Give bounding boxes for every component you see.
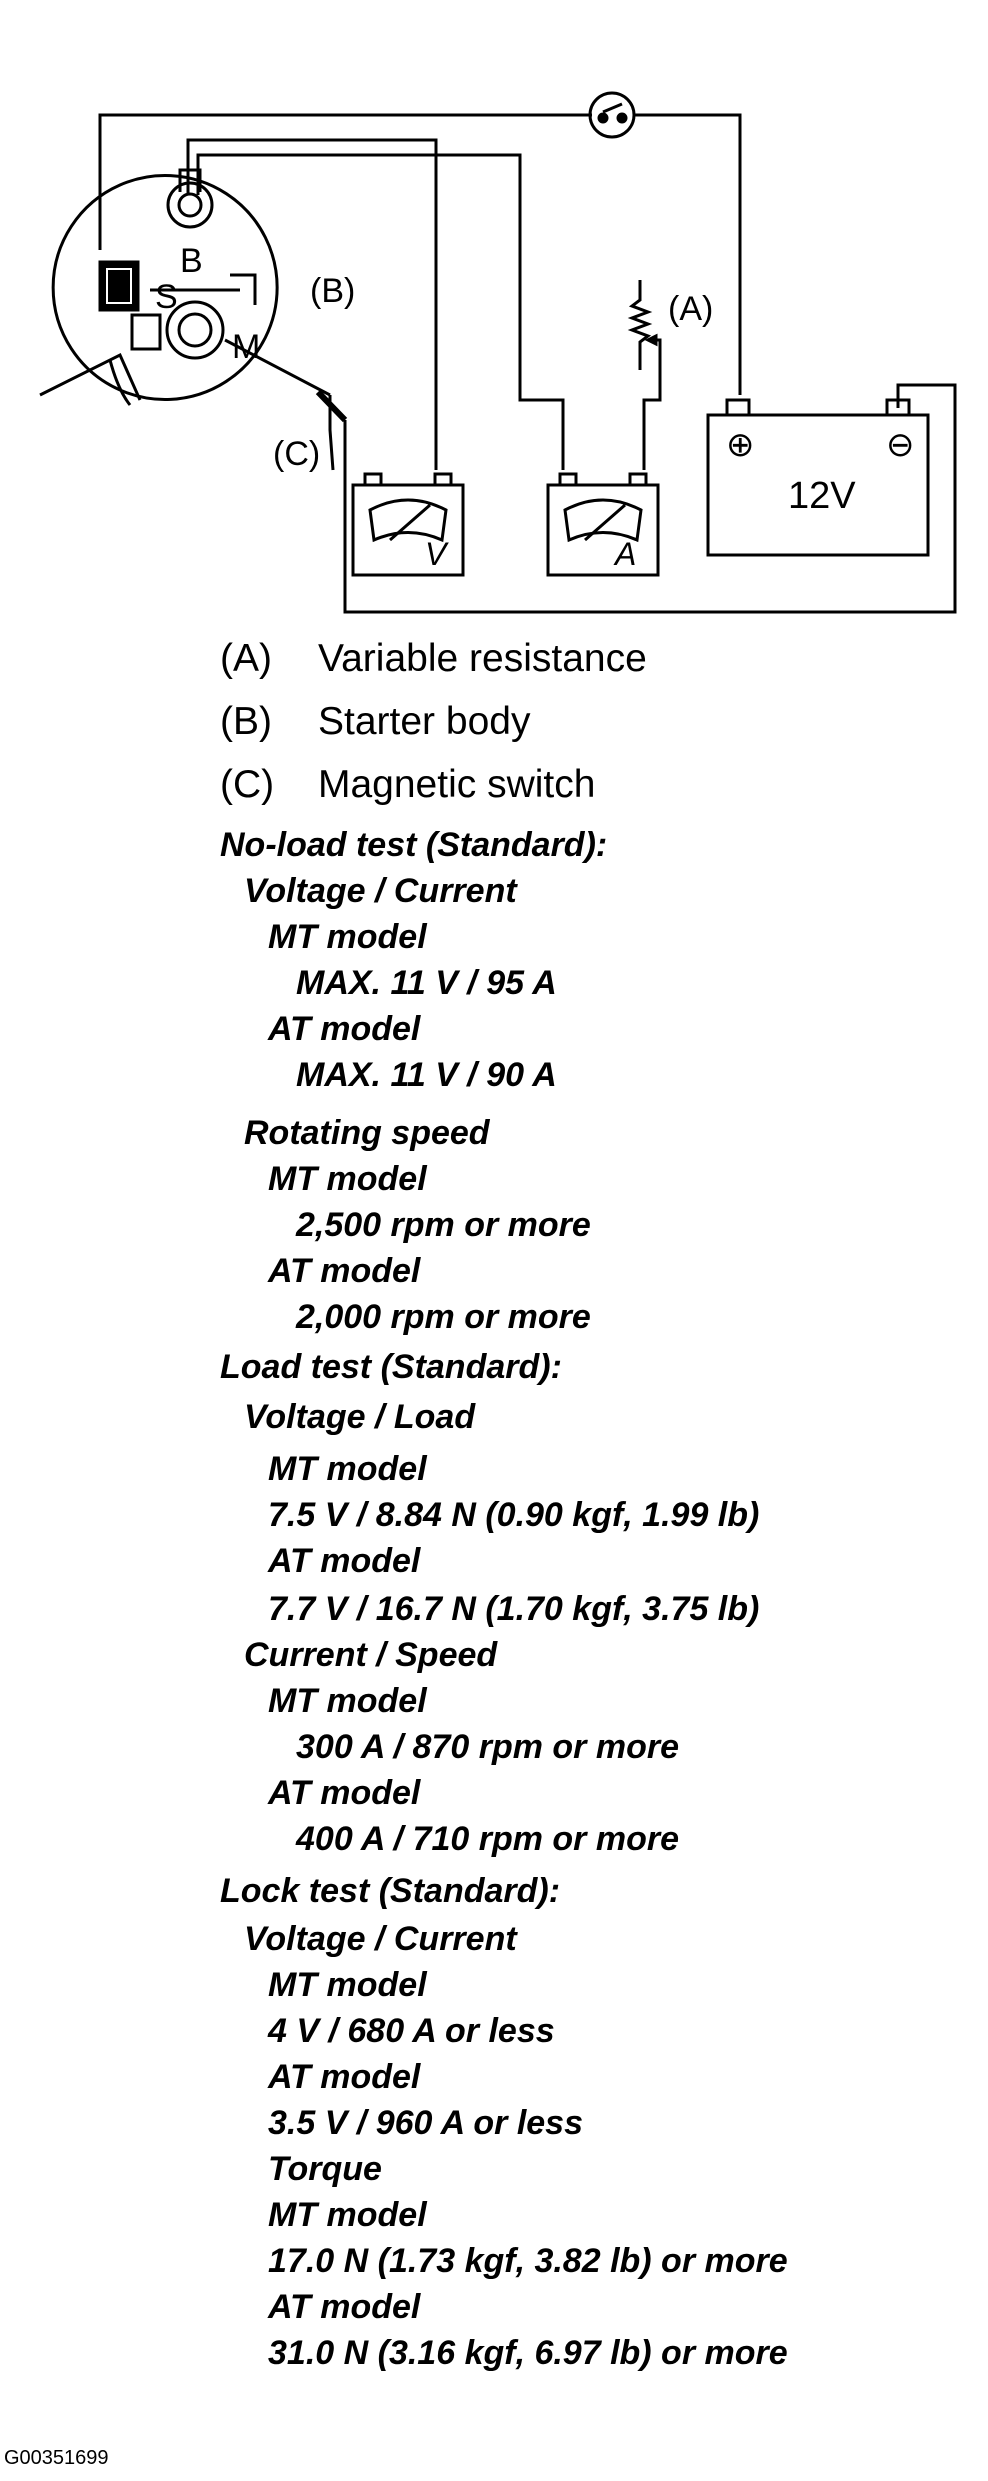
switch-icon <box>590 93 634 137</box>
load-at-value: 7.7 V / 16.7 N (1.70 kgf, 3.75 lb) <box>268 1590 760 1628</box>
label-starter-body: (B) <box>310 272 356 310</box>
load-cs-at-label: AT model <box>268 1774 421 1812</box>
legend-item-c <box>220 763 595 807</box>
label-m-terminal: M <box>232 328 261 366</box>
load-cs-label: Current / Speed <box>244 1636 498 1674</box>
lock-torque-mt-value: 17.0 N (1.73 kgf, 3.82 lb) or more <box>268 2242 788 2280</box>
load-cs-mt-label: MT model <box>268 1682 427 1720</box>
lock-at-label: AT model <box>268 2058 421 2096</box>
label-b-terminal: B <box>180 242 203 280</box>
lock-mt-value: 4 V / 680 A or less <box>268 2012 555 2050</box>
battery-positive-symbol: ⊕ <box>726 426 755 464</box>
noload-rs-at-label: AT model <box>268 1252 421 1290</box>
load-at-label: AT model <box>268 1542 421 1580</box>
load-mt-label: MT model <box>268 1450 427 1488</box>
noload-rs-at-value: 2,000 rpm or more <box>296 1298 591 1336</box>
battery-voltage-label: 12V <box>788 475 856 517</box>
noload-at-label: AT model <box>268 1010 421 1048</box>
lock-torque-mt-label: MT model <box>268 2196 427 2234</box>
load-mt-value: 7.5 V / 8.84 N (0.90 kgf, 1.99 lb) <box>268 1496 760 1534</box>
voltmeter-symbol: V <box>425 536 447 572</box>
noload-vc-label: Voltage / Current <box>244 872 517 910</box>
wire-to-battery-positive <box>634 115 740 395</box>
noload-rs-label: Rotating speed <box>244 1114 490 1152</box>
lock-mt-label: MT model <box>268 1966 427 2004</box>
load-cs-mt-value: 300 A / 870 rpm or more <box>296 1728 679 1766</box>
load-heading: Load test (Standard): <box>220 1348 562 1386</box>
legend-letter: (A) <box>220 637 272 680</box>
legend-item-b <box>220 700 530 744</box>
noload-at-value: MAX. 11 V / 90 A <box>296 1056 557 1094</box>
legend-text: Variable resistance <box>318 637 647 680</box>
starter-test-wiring-diagram <box>0 0 988 640</box>
load-cs-at-value: 400 A / 710 rpm or more <box>296 1820 679 1858</box>
legend-letter: (C) <box>220 763 275 806</box>
ammeter-symbol: A <box>615 536 637 572</box>
lock-vc-label: Voltage / Current <box>244 1920 517 1958</box>
legend-letter: (B) <box>220 700 272 743</box>
label-s-terminal: S <box>155 278 178 316</box>
noload-rs-mt-label: MT model <box>268 1160 427 1198</box>
load-vl-label: Voltage / Load <box>244 1398 476 1436</box>
legend-item-a <box>220 637 647 681</box>
noload-rs-mt-value: 2,500 rpm or more <box>296 1206 591 1244</box>
figure-code: G00351699 <box>4 2447 109 2469</box>
wire-b-to-ammeter <box>198 155 563 470</box>
noload-mt-value: MAX. 11 V / 95 A <box>296 964 557 1002</box>
noload-mt-label: MT model <box>268 918 427 956</box>
lock-at-value: 3.5 V / 960 A or less <box>268 2104 583 2142</box>
wire-top-left <box>100 115 592 250</box>
wire-ammeter-to-resistor <box>644 355 660 470</box>
variable-resistance-icon <box>632 280 648 370</box>
lock-torque-label: Torque <box>268 2150 382 2188</box>
lock-torque-at-label: AT model <box>268 2288 421 2326</box>
legend-text: Starter body <box>318 700 531 743</box>
label-magnetic-switch: (C) <box>273 435 321 473</box>
legend-text: Magnetic switch <box>318 763 596 806</box>
noload-heading: No-load test (Standard): <box>220 826 608 864</box>
label-variable-resistance: (A) <box>668 290 714 328</box>
lock-heading: Lock test (Standard): <box>220 1872 561 1910</box>
battery-negative-symbol: ⊖ <box>886 426 915 464</box>
lock-torque-at-value: 31.0 N (3.16 kgf, 6.97 lb) or more <box>268 2334 788 2372</box>
